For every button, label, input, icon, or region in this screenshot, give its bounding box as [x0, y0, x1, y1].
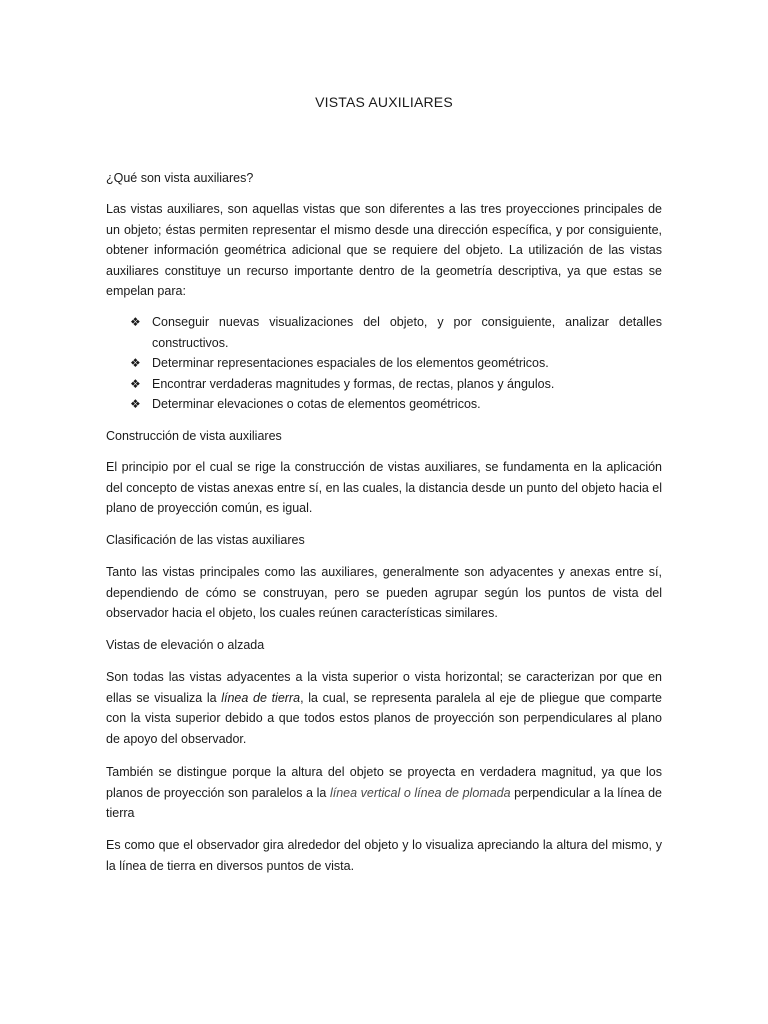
- page-title: VISTAS AUXILIARES: [315, 94, 453, 110]
- paragraph-text: Son todas las vistas adyacentes a la vista superior o vista horizontal; se caracterizan por que en ellas se visualiza la: [106, 670, 662, 705]
- heading-clasificacion: Clasificación de las vistas auxiliares: [106, 533, 305, 547]
- term-linea-vertical: línea vertical o línea de plomada: [329, 785, 511, 800]
- list-item-text: Determinar elevaciones o cotas de elementos geométricos.: [152, 397, 481, 411]
- paragraph-construccion: El principio por el cual se rige la construcción de vistas auxiliares, se fundamenta en la aplicación del concepto de vistas anexas entre sí, en las cuales, la distancia desde un punto del objeto hacia el plano de proyección común, es igual.: [106, 460, 662, 515]
- paragraph-definicion: Las vistas auxiliares, son aquellas vistas que son diferentes a las tres proyecciones principales de un objeto; éstas permiten representar el mismo desde una dirección específica, y por consiguiente, obtener información geométrica adicional que se requiere del objeto. La utilización de las vistas auxiliares constituye un recurso importante dentro de la geometría descriptiva, ya que estas se empelan para:: [106, 202, 662, 298]
- paragraph-clasificacion: Tanto las vistas principales como las auxiliares, generalmente son adyacentes y anexas entre sí, dependiendo de cómo se construyan, pero se pueden agrupar según los puntos de vista del observador hacia el objeto, los cuales reúnen características similares.: [106, 565, 662, 620]
- term-linea-de-tierra: línea de tierra: [221, 690, 301, 705]
- list-item: [106, 374, 662, 395]
- list-item-text: Determinar representaciones espaciales de los elementos geométricos.: [152, 356, 549, 370]
- list-item: [106, 353, 662, 374]
- diamond-bullet-icon: ❖: [130, 356, 141, 370]
- diamond-bullet-icon: ❖: [130, 315, 141, 329]
- paragraph-observador: Es como que el observador gira alrededor del objeto y lo visualiza apreciando la altura del mismo, y la línea de tierra en diversos puntos de vista.: [106, 838, 662, 873]
- diamond-bullet-icon: ❖: [130, 376, 141, 391]
- heading-elevacion: Vistas de elevación o alzada: [106, 638, 265, 652]
- paragraph-elevacion: [106, 667, 662, 749]
- paragraph-text: , la cual, se representa paralela al eje de pliegue que comparte con la vista superior debido a que todos estos planos de proyección son perpendiculares al plano de apoyo del observador.: [106, 690, 662, 746]
- list-item: [106, 312, 662, 353]
- heading-que-son: ¿Qué son vista auxiliares?: [106, 171, 254, 185]
- list-item-text: Conseguir nuevas visualizaciones del objeto, y por consiguiente, analizar detalles constructivos.: [152, 315, 662, 350]
- paragraph-magnitud: [106, 762, 662, 824]
- paragraph-text: perpendicular a la línea de tierra: [106, 785, 662, 820]
- paragraph-text: También se distingue porque la altura del objeto se proyecta en verdadera magnitud, ya que los planos de proyección son paralelos a la: [106, 765, 662, 800]
- uses-list: [106, 312, 662, 415]
- list-item: [106, 394, 662, 415]
- list-item-text: Encontrar verdaderas magnitudes y formas, de rectas, planos y ángulos.: [152, 376, 555, 391]
- diamond-bullet-icon: ❖: [130, 397, 141, 411]
- heading-construccion: Construcción de vista auxiliares: [106, 429, 282, 443]
